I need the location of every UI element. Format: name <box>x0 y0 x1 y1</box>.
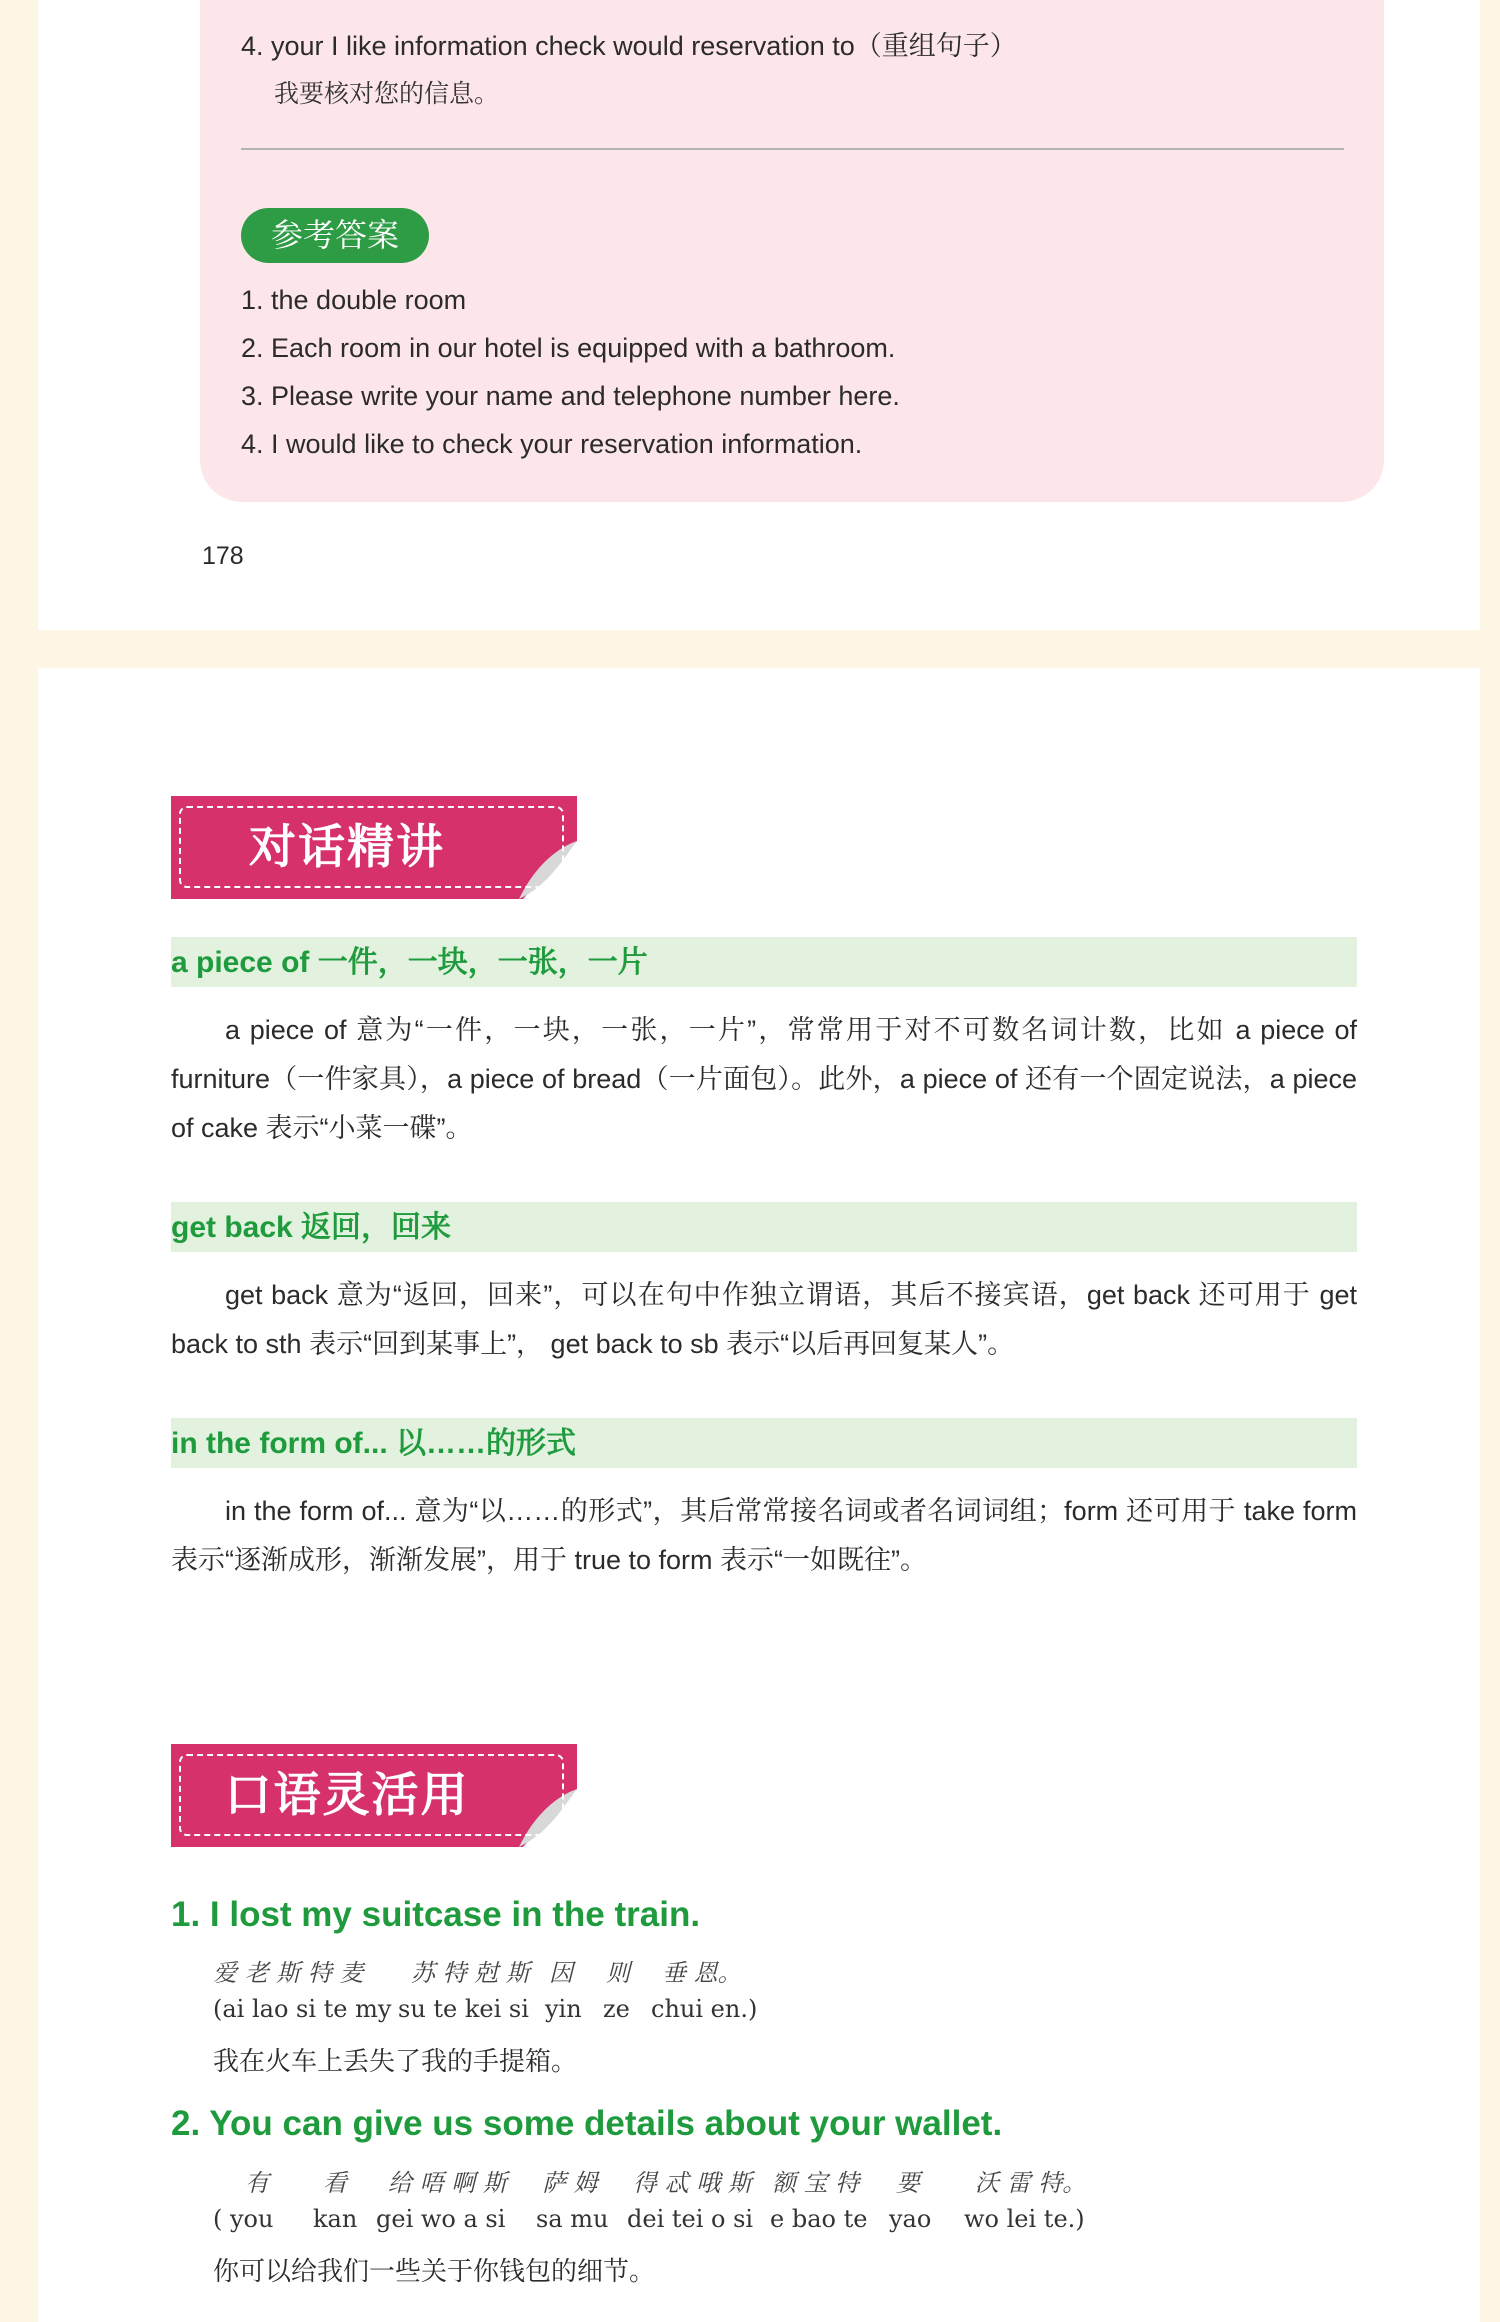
phrase-explanation: a piece of 意为“一件，一块，一张，一片”，常常用于对不可数名词计数，比如 a piece of furniture（一件家具），a piece of bread（一片面包）。此外，a piece of 还有一个固定说法，a piece of cake 表示“小菜一碟”。 <box>171 1015 1357 1143</box>
pronunciation-chinese: 萨 姆 <box>542 2169 598 2197</box>
pronunciation-chinese: 则 <box>606 1959 630 1987</box>
pronunciation-chinese: 因 <box>549 1959 573 1987</box>
example-sentence: 2. You can give us some details about your wallet. <box>171 2104 1003 2143</box>
pronunciation-chinese: 爱 老 斯 特 麦 <box>213 1959 364 1987</box>
answer-item: 2. Each room in our hotel is equipped with a bathroom. <box>241 333 896 363</box>
pronunciation-chinese: 苏 特 尅 斯 <box>411 1959 530 1987</box>
pronunciation-romanized: dei tei o si <box>627 2205 754 2233</box>
pronunciation-chinese: 垂 恩。 <box>662 1959 742 1987</box>
divider-line <box>241 148 1344 150</box>
section-banner-spoken-practice <box>171 1744 577 1847</box>
pronunciation-romanized: (ai lao si te my <box>213 1995 392 2023</box>
sentence-translation: 你可以给我们一些关于你钱包的细节。 <box>213 2256 656 2286</box>
pronunciation-romanized: ze <box>603 1995 630 2023</box>
phrase-heading: a piece of 一件，一块，一张，一片 <box>171 937 1357 987</box>
phrase-heading: in the form of... 以……的形式 <box>171 1418 1357 1468</box>
pronunciation-romanized: gei wo a si <box>376 2205 506 2233</box>
example-sentence: 1. I lost my suitcase in the train. <box>171 1895 701 1934</box>
answer-item: 3. Please write your name and telephone number here. <box>241 381 900 411</box>
pronunciation-chinese: 得 忒 哦 斯 <box>633 2169 752 2197</box>
pronunciation-chinese: 看 <box>323 2169 347 2197</box>
answer-item: 1. the double room <box>241 285 467 315</box>
banner-title: 对话精讲 <box>249 820 445 875</box>
page-178 <box>38 0 1480 630</box>
pronunciation-chinese: 有 <box>245 2169 269 2197</box>
phrase-explanation: in the form of... 意为“以……的形式”，其后常常接名词或者名词词组；form 还可用于 take form 表示“逐渐成形，渐渐发展”，用于 true to form 表示“一如既往”。 <box>171 1496 1357 1575</box>
reference-answer-badge: 参考答案 <box>241 208 429 263</box>
pronunciation-romanized: wo lei te.) <box>964 2205 1085 2233</box>
answer-item: 4. I would like to check your reservation information. <box>241 429 863 459</box>
pronunciation-romanized: ( you <box>213 2205 274 2233</box>
sentence-translation: 我在火车上丢失了我的手提箱。 <box>213 2046 578 2076</box>
page-number: 178 <box>202 542 244 570</box>
pronunciation-romanized: sa mu <box>536 2205 609 2233</box>
exercise-question-4: 4. your I like information check would reservation to（重组句子） <box>241 31 1017 61</box>
phrase-explanation: get back 意为“返回，回来”，可以在句中作独立谓语，其后不接宾语，get back 还可用于 get back to sth 表示“回到某事上”， get back to sb 表示“以后再回复某人”。 <box>171 1280 1357 1359</box>
section-banner-dialogue-explanation <box>171 796 577 899</box>
pronunciation-romanized: yao <box>889 2205 932 2233</box>
pronunciation-chinese: 沃 雷 特。 <box>975 2169 1087 2197</box>
pronunciation-romanized: kan <box>313 2205 358 2233</box>
banner-title: 口语灵活用 <box>224 1768 470 1823</box>
pronunciation-romanized: su te kei si <box>398 1995 529 2023</box>
pronunciation-romanized: yin <box>545 1995 582 2023</box>
pronunciation-chinese: 要 <box>896 2169 920 2197</box>
pronunciation-chinese: 额 宝 特 <box>772 2169 860 2197</box>
pronunciation-romanized: e bao te <box>770 2205 868 2233</box>
exercise-question-4-chinese: 我要核对您的信息。 <box>274 80 500 108</box>
phrase-heading: get back 返回，回来 <box>171 1202 1357 1252</box>
pronunciation-romanized: chui en.) <box>651 1995 758 2023</box>
pronunciation-chinese: 给 唔 啊 斯 <box>388 2169 507 2197</box>
